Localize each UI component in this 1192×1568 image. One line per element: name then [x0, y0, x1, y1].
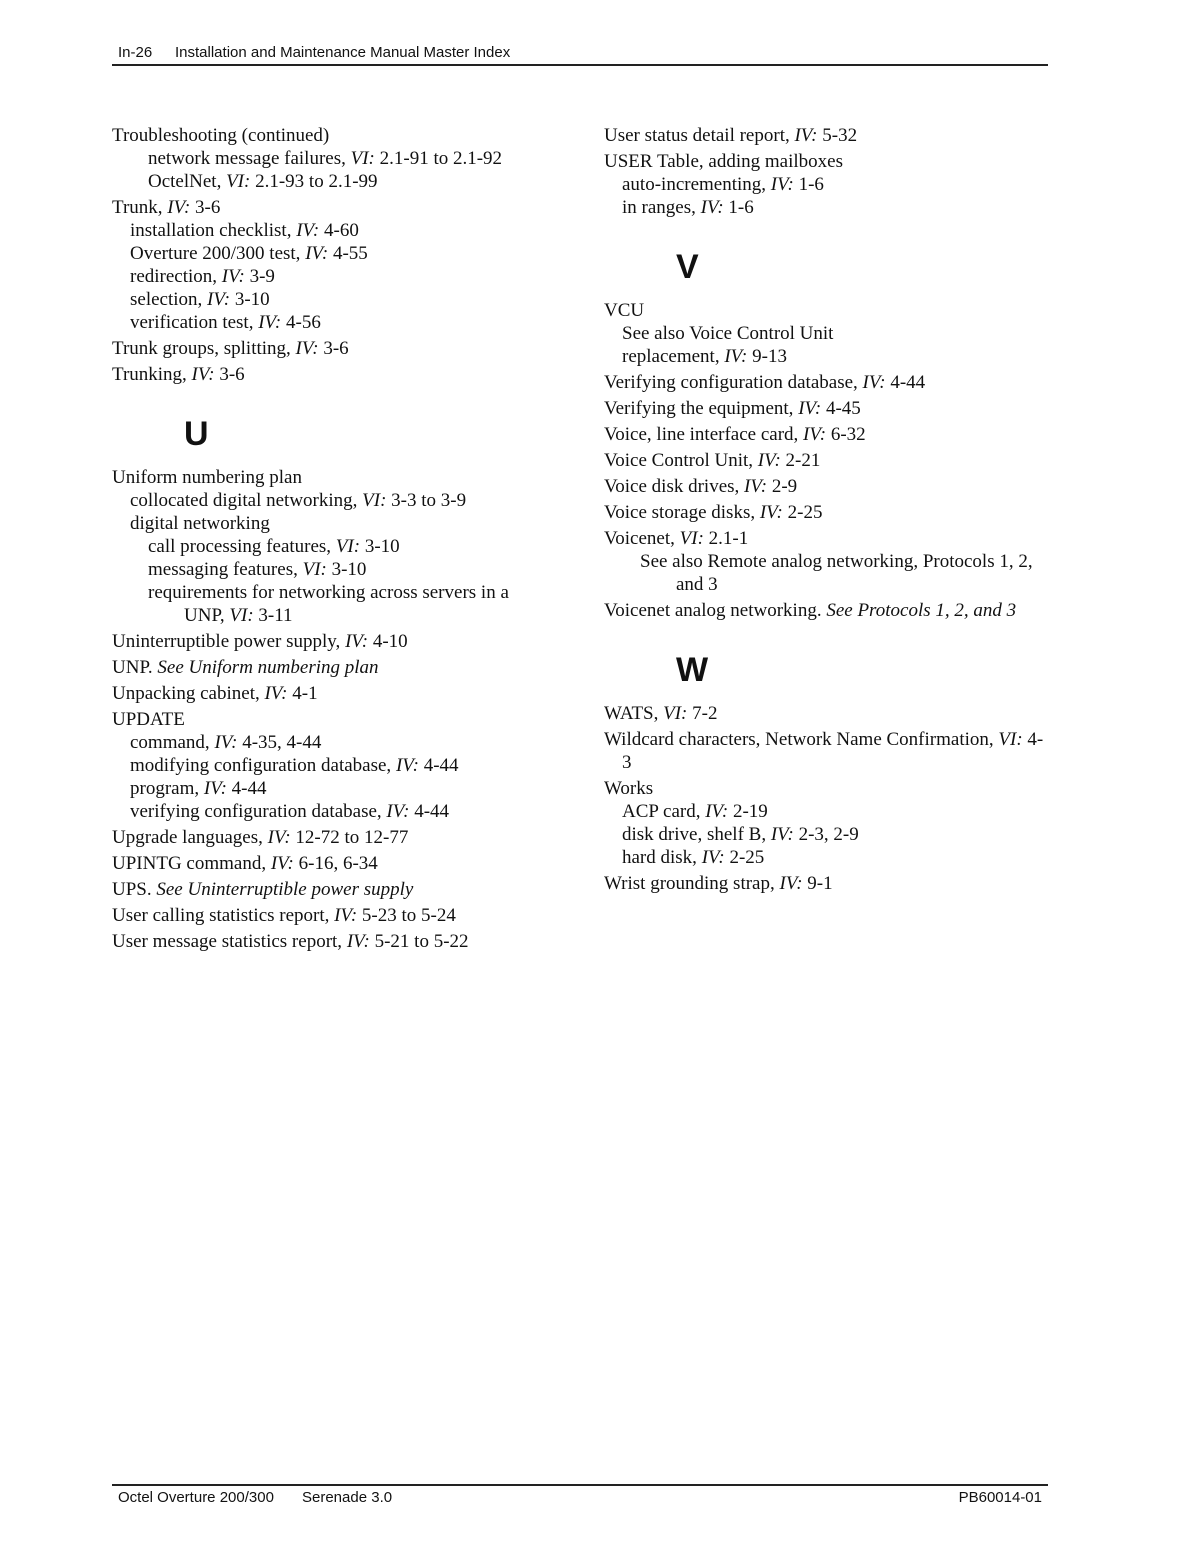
index-entry: installation checklist, IV: 4-60	[130, 220, 359, 241]
index-entry: redirection, IV: 3-9	[130, 266, 275, 287]
index-entry: command, IV: 4-35, 4-44	[130, 732, 322, 753]
index-entry: See also Remote analog networking, Protocols 1, 2, and 3	[640, 551, 1033, 595]
index-column-left	[112, 124, 552, 953]
index-entry: collocated digital networking, VI: 3-3 to 3-9	[130, 490, 467, 511]
index-entry: Voice, line interface card, IV: 6-32	[604, 424, 866, 445]
footer-doc-number: PB60014-01	[958, 1489, 1042, 1506]
index-entry: Uniform numbering plan	[112, 467, 302, 488]
index-entry: USER Table, adding mailboxes	[604, 151, 843, 172]
index-entry: hard disk, IV: 2-25	[622, 847, 765, 868]
index-entry: UPDATE	[112, 709, 185, 730]
index-entry: User message statistics report, IV: 5-21 to 5-22	[112, 931, 469, 952]
section-letter-u: U	[184, 415, 209, 453]
index-entry: selection, IV: 3-10	[130, 289, 270, 310]
index-entry: Voice Control Unit, IV: 2-21	[604, 450, 821, 471]
index-entry: in ranges, IV: 1-6	[622, 197, 754, 218]
index-entry: auto-incrementing, IV: 1-6	[622, 174, 824, 195]
index-entry: requirements for networking across servers in a UNP, VI: 3-11	[148, 582, 509, 626]
index-entry: Upgrade languages, IV: 12-72 to 12-77	[112, 827, 409, 848]
index-entry: program, IV: 4-44	[130, 778, 267, 799]
index-entry: digital networking	[130, 513, 270, 534]
index-entry: UNP. See Uniform numbering plan	[112, 657, 379, 678]
index-entry: disk drive, shelf B, IV: 2-3, 2-9	[622, 824, 859, 845]
index-entry: replacement, IV: 9-13	[622, 346, 787, 367]
index-entry: Uninterruptible power supply, IV: 4-10	[112, 631, 408, 652]
index-entry: UPS. See Uninterruptible power supply	[112, 879, 414, 900]
index-entry: WATS, VI: 7-2	[604, 703, 718, 724]
index-entry: Voicenet analog networking. See Protocols 1, 2, and 3	[604, 600, 1017, 621]
index-entry: Unpacking cabinet, IV: 4-1	[112, 683, 318, 704]
index-entry: OctelNet, VI: 2.1-93 to 2.1-99	[148, 171, 378, 192]
index-entry: Works	[604, 778, 654, 799]
index-entry: Wrist grounding strap, IV: 9-1	[604, 873, 833, 894]
index-entry: User calling statistics report, IV: 5-23 to 5-24	[112, 905, 456, 926]
index-entry: UPINTG command, IV: 6-16, 6-34	[112, 853, 378, 874]
page-header	[112, 44, 1048, 66]
index-entry: Wildcard characters, Network Name Confirmation, VI: 4-3	[604, 729, 1044, 773]
index-entry: Trunk groups, splitting, IV: 3-6	[112, 338, 349, 359]
footer-product: Octel Overture 200/300	[118, 1489, 274, 1506]
index-entry: VCU	[604, 300, 645, 321]
index-entry: See also Voice Control Unit	[622, 323, 834, 344]
index-entry: Overture 200/300 test, IV: 4-55	[130, 243, 368, 264]
index-column-right	[604, 124, 1048, 895]
page-number: In-26	[118, 44, 153, 61]
section-letter-w: W	[676, 651, 709, 689]
section-letter-v: V	[676, 248, 699, 286]
index-entry: verification test, IV: 4-56	[130, 312, 321, 333]
index-entry: Verifying configuration database, IV: 4-44	[604, 372, 926, 393]
index-entry: network message failures, VI: 2.1-91 to 2.1-92	[148, 148, 503, 169]
index-entry: User status detail report, IV: 5-32	[604, 125, 858, 146]
index-entry: Verifying the equipment, IV: 4-45	[604, 398, 861, 419]
header-title: Installation and Maintenance Manual Master Index	[175, 44, 511, 61]
index-entry: Voicenet, VI: 2.1-1	[604, 528, 749, 549]
index-entry: ACP card, IV: 2-19	[622, 801, 768, 822]
index-entry: verifying configuration database, IV: 4-44	[130, 801, 450, 822]
index-entry: modifying configuration database, IV: 4-44	[130, 755, 459, 776]
footer-release: Serenade 3.0	[302, 1489, 393, 1506]
index-entry: Troubleshooting (continued)	[112, 125, 330, 146]
index-entry: Voice storage disks, IV: 2-25	[604, 502, 823, 523]
index-entry: Voice disk drives, IV: 2-9	[604, 476, 798, 497]
page-footer	[112, 1484, 1048, 1510]
index-entry: messaging features, VI: 3-10	[148, 559, 367, 580]
index-entry: Trunking, IV: 3-6	[112, 364, 245, 385]
index-entry: Trunk, IV: 3-6	[112, 197, 221, 218]
index-entry: call processing features, VI: 3-10	[148, 536, 400, 557]
